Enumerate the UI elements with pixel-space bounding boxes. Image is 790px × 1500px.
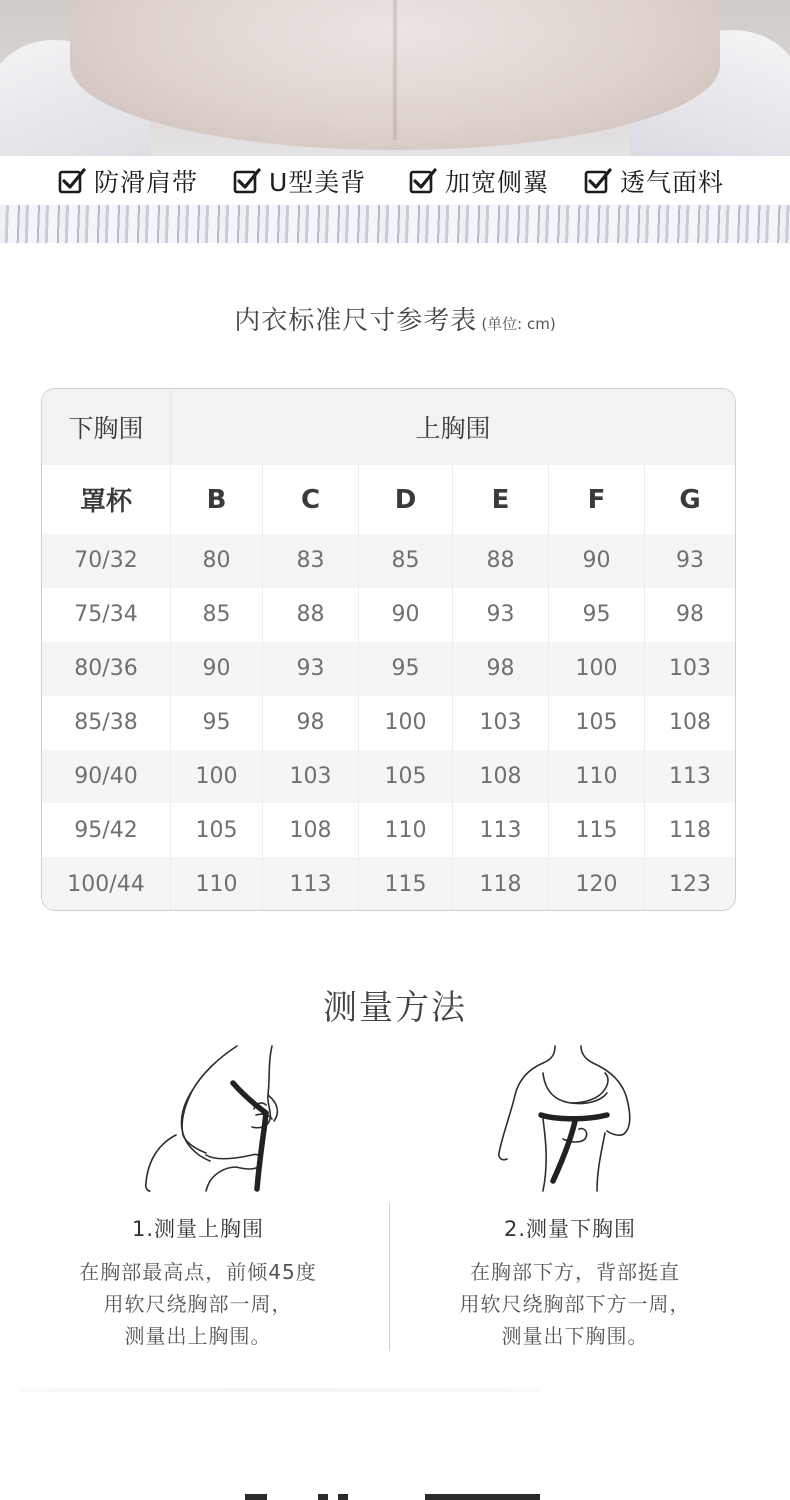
row-size-label: 95/42 [42,804,171,858]
table-row [42,534,735,588]
feature-item [409,164,549,198]
measure-underbust-figure-icon [493,1043,643,1193]
measure-step-2-heading: 2.测量下胸围 [503,1217,637,1241]
table-cell: 110 [549,750,645,804]
table-cell: 83 [263,534,359,588]
row-size-label: 85/38 [42,696,171,750]
table-cell: 108 [453,750,549,804]
table-cell: 108 [263,804,359,858]
size-chart-title-text: 内衣标准尺寸参考表 [234,306,478,336]
table-cell: 118 [453,857,549,911]
table-cell: 93 [676,548,704,574]
table-cell: 103 [263,750,359,804]
table-cell: 100 [171,750,263,804]
table-cell: 113 [669,764,711,790]
measure-divider [389,1203,390,1351]
measure-step-1-line: 用软尺绕胸部一周， [103,1292,293,1316]
table-row [42,588,735,642]
checkbox-icon [409,167,437,195]
feature-item [233,164,366,198]
measure-title: 测量方法 [323,988,467,1028]
table-cell: 108 [669,710,711,736]
checkbox-icon [58,167,86,195]
table-cell: 100 [359,696,453,750]
table-header-row-1 [42,389,735,465]
measure-step-2-line: 测量出下胸围。 [501,1324,649,1348]
table-cell: 90 [171,642,263,696]
measure-step-1-line: 在胸部最高点，前倾45度 [79,1260,317,1284]
table-cell: 123 [669,871,711,897]
header-cup-b: B [171,465,263,534]
table-cell: 115 [359,857,453,911]
feature-bar [0,156,790,205]
spine-shadow [392,0,398,140]
table-cell: 90 [359,588,453,642]
measure-step-1-desc [28,1256,368,1352]
next-section-heading-partial [0,1478,790,1500]
table-cell: 110 [359,804,453,858]
table-cell: 113 [263,857,359,911]
table-cell: 80 [171,534,263,588]
measure-step-1-line: 测量出上胸围。 [124,1324,272,1348]
table-cell: 95 [359,642,453,696]
table-cell: 115 [549,804,645,858]
size-chart-title [0,300,790,337]
faint-divider [20,1388,540,1392]
table-cell: 98 [263,696,359,750]
table-header-row-2 [42,465,735,534]
table-cell: 85 [171,588,263,642]
measure-step-2-desc [405,1256,745,1352]
row-size-label: 90/40 [42,750,171,804]
row-size-label: 80/36 [42,642,171,696]
table-cell: 105 [549,696,645,750]
table-cell: 110 [171,857,263,911]
table-cell: 90 [549,534,645,588]
table-cell: 98 [676,602,704,628]
table-cell: 100 [549,642,645,696]
table-row [42,804,735,858]
table-cell: 118 [669,817,711,843]
header-bust: 上胸围 [415,414,491,443]
header-cup-f: F [549,465,645,534]
feature-label: U型美背 [269,168,367,197]
table-row [42,750,735,804]
header-cup-g: G [679,484,701,515]
table-row [42,857,735,911]
feature-label: 透气面料 [620,168,725,197]
table-cell: 120 [549,857,645,911]
header-cup-d: D [359,465,453,534]
row-size-label: 75/34 [42,588,171,642]
measure-step-1-heading: 1.测量上胸围 [131,1217,265,1241]
header-cup-e: E [453,465,549,534]
row-size-label: 70/32 [42,534,171,588]
table-cell: 93 [263,642,359,696]
table-cell: 85 [359,534,453,588]
table-row [42,696,735,750]
measure-bust-figure-icon [140,1043,300,1193]
table-cell: 113 [453,804,549,858]
checkbox-icon [233,167,261,195]
table-cell: 103 [669,656,711,682]
header-cup-c: C [263,465,359,534]
table-cell: 105 [171,804,263,858]
table-cell: 93 [453,588,549,642]
header-underbust: 下胸围 [42,389,171,465]
table-cell: 103 [453,696,549,750]
fabric-bottom [0,205,790,243]
feature-label: 防滑肩带 [94,168,199,197]
product-photo [0,0,790,243]
measure-step-2-line: 用软尺绕胸部下方一周， [459,1292,691,1316]
table-cell: 105 [359,750,453,804]
table-cell: 88 [453,534,549,588]
checkbox-icon [584,167,612,195]
feature-label: 加宽侧翼 [445,168,550,197]
size-table [41,388,736,911]
row-size-label: 100/44 [42,857,171,911]
header-cup: 罩杯 [42,465,171,534]
feature-item [58,164,198,198]
table-cell: 88 [263,588,359,642]
table-cell: 98 [453,642,549,696]
measure-step-2-line: 在胸部下方，背部挺直 [470,1260,680,1284]
table-cell: 95 [171,696,263,750]
table-cell: 95 [549,588,645,642]
feature-item [584,164,724,198]
size-chart-unit: (单位: cm) [481,315,556,333]
table-row [42,642,735,696]
